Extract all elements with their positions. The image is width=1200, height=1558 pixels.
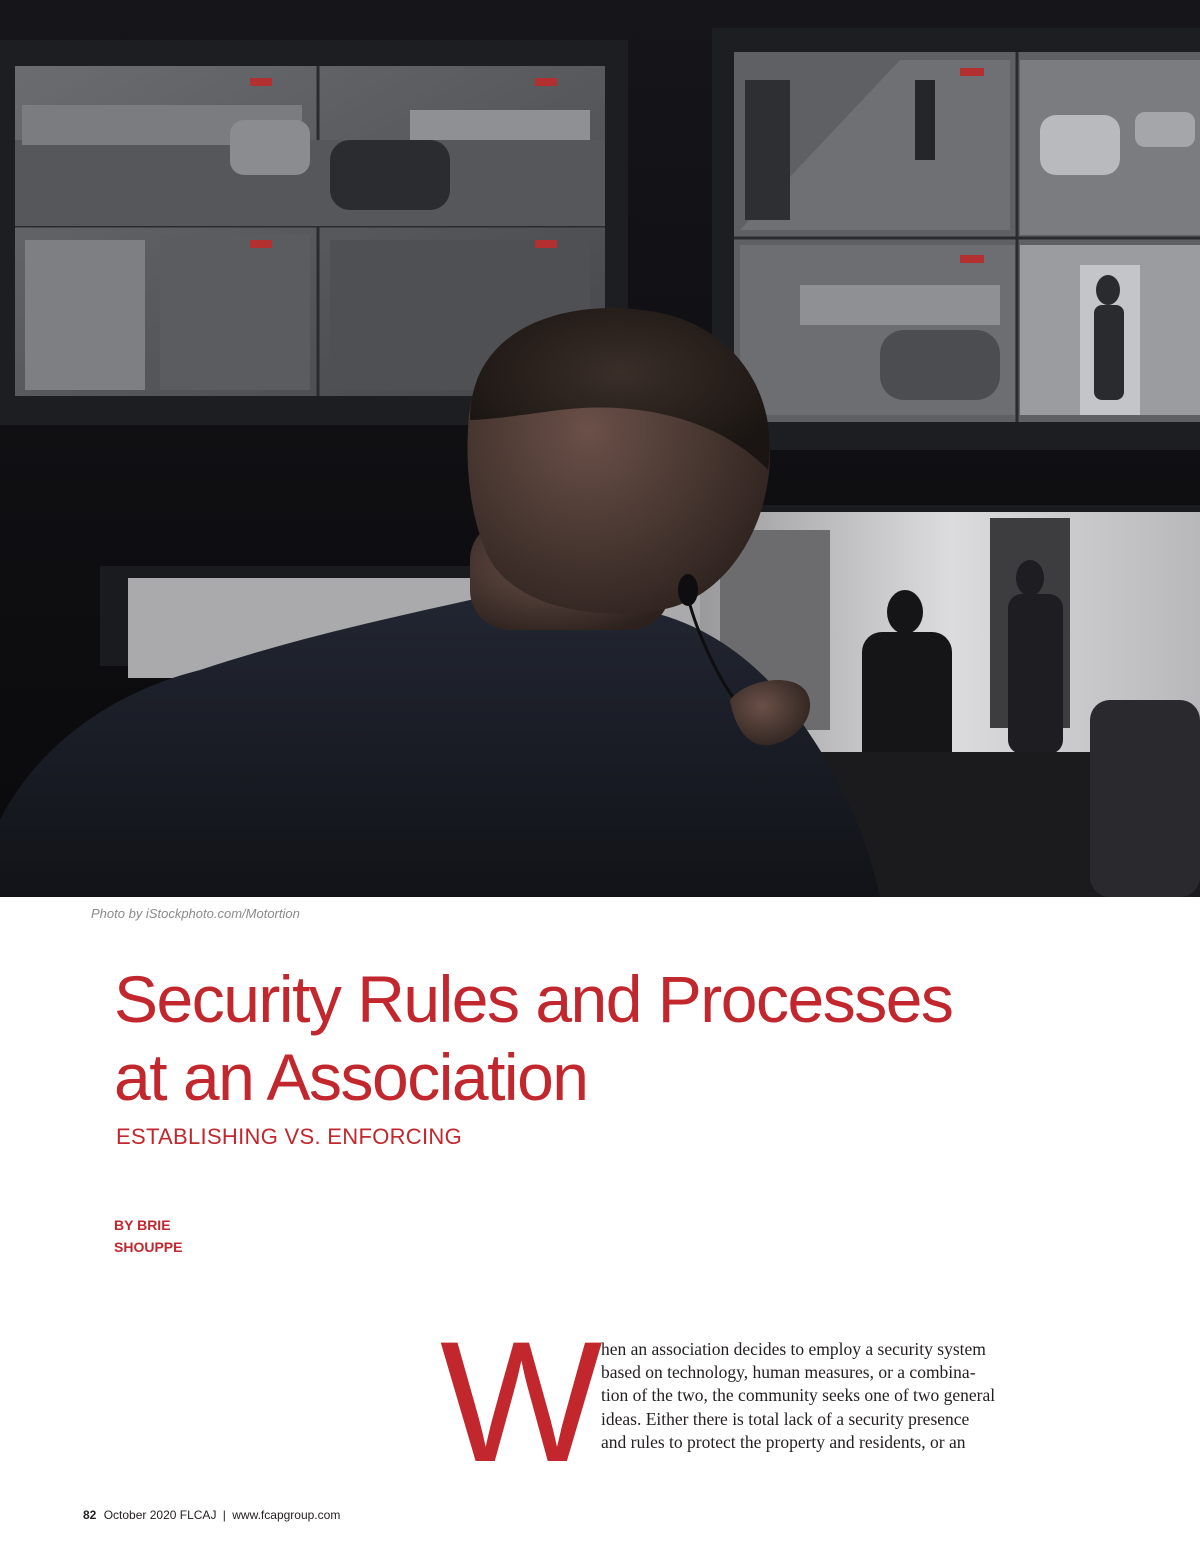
footer-separator: | — [222, 1508, 226, 1522]
publication-name: FLCAJ — [179, 1508, 217, 1522]
article-subtitle: ESTABLISHING VS. ENFORCING — [116, 1124, 463, 1149]
website-link[interactable]: www.fcapgroup.com — [232, 1508, 341, 1522]
page-number: 82 — [83, 1508, 97, 1522]
monitor-top-right — [712, 28, 1200, 450]
body-line: hen an association decides to employ a security system — [601, 1339, 986, 1359]
byline-line-2: SHOUPPE — [114, 1239, 183, 1255]
body-line: tion of the two, the community seeks one of two general — [601, 1385, 996, 1406]
photo-credit: Photo by iStockphoto.com/Motortion — [91, 906, 300, 921]
title-line-2: at an Association — [114, 1040, 588, 1114]
body-paragraph — [601, 1338, 1121, 1454]
page-footer — [83, 1508, 340, 1522]
issue-date: October 2020 — [103, 1508, 177, 1522]
article-title — [114, 960, 1114, 1116]
byline — [114, 1214, 234, 1258]
body-line: and rules to protect the property and residents, or an — [601, 1431, 966, 1452]
drop-cap: W — [440, 1306, 593, 1498]
byline-line-1: BY BRIE — [114, 1217, 171, 1233]
body-line: ideas. Either there is total lack of a security presence — [601, 1408, 970, 1429]
title-line-1: Security Rules and Processes — [114, 962, 953, 1036]
body-line: based on technology, human measures, or a combina- — [601, 1362, 976, 1383]
